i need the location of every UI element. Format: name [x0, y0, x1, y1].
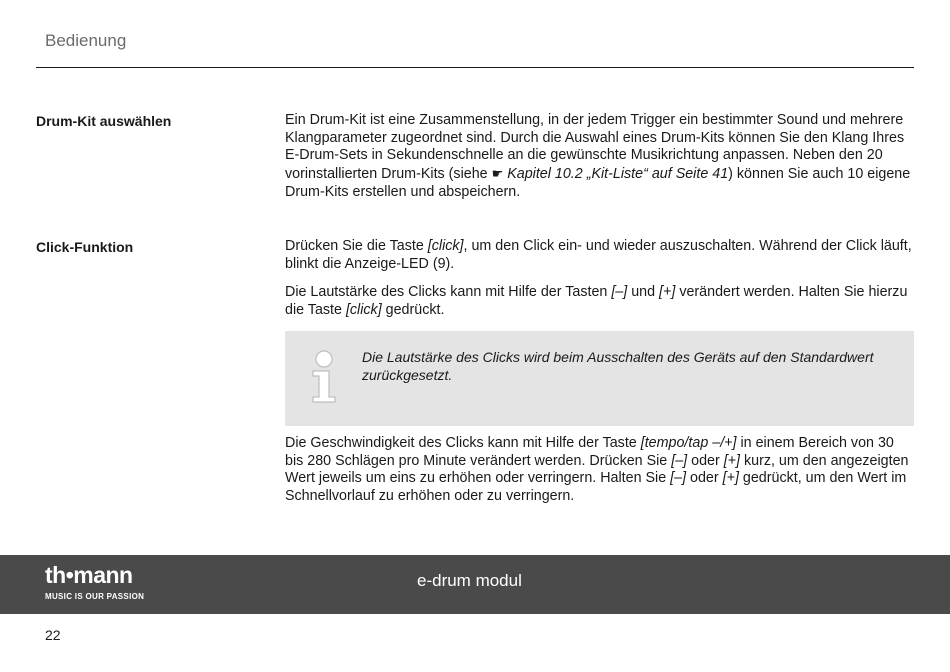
key-minus: [–] [611, 284, 628, 300]
text-span: Die Geschwindigkeit des Clicks kann mit Hilfe der Taste [285, 435, 641, 451]
text-span: oder [687, 452, 724, 469]
key-click: [click] [427, 238, 464, 254]
pointing-hand-icon: ☛ [491, 166, 504, 182]
text-span: gedrückt. [381, 301, 445, 318]
logo-tagline: MUSIC IS OUR PASSION [45, 592, 145, 601]
text-span: Drücken Sie die Taste [285, 238, 428, 254]
section-title-click: Click-Funktion [36, 239, 134, 255]
key-plus: [+] [722, 470, 739, 487]
key-tempo-tap: [tempo/tap –/+] [640, 435, 737, 451]
header-rule [36, 67, 914, 68]
key-click: [click] [345, 301, 382, 318]
click-paragraph-1 [285, 238, 915, 273]
text-span: gedrückt, um den Wert im Schnellvorlauf zu erhöhen oder zu verringern. [285, 470, 907, 505]
click-paragraph-2 [285, 284, 915, 319]
key-minus: [–] [671, 452, 688, 469]
text-span: und [627, 284, 660, 300]
chapter-reference-link[interactable]: Kapitel 10.2 „Kit-Liste“ auf Seite 41 [507, 166, 729, 183]
text-span: Ein Drum-Kit ist eine Zusammenstellung, in der jedem Trigger ein bestimmter Sound und mehrere Klangparameter zugeordnet sind. Durch die Auswahl eines Drum-Kits können Sie den Klang Ihres E-Drum-Sets in Sekundenschnelle an die gewünschte Musikrichtung anpassen. Neben den 20 vorinstallierten Drum-Kits (siehe [285, 112, 905, 183]
footer-band [0, 555, 950, 614]
note-box [285, 331, 914, 426]
header-title: Bedienung [45, 31, 127, 50]
page-number: 22 [45, 627, 61, 643]
click-paragraph-3 [285, 435, 915, 506]
text-span: kurz, um den angezeigten Wert jeweils um eins zu erhöhen oder verringern. Halten Sie [285, 452, 909, 487]
note-text: Die Lautstärke des Clicks wird beim Ausschalten des Geräts auf den Standardwert zurückgesetzt. [362, 349, 874, 383]
text-span: , um den Click ein- und wieder auszuschalten. Während der Click läuft, blinkt die Anzeige-LED (9). [285, 238, 912, 272]
thomann-logo: th•mann [45, 562, 133, 588]
text-span: in einem Bereich von 30 bis 280 Schlägen pro Minute verändert werden. Drücken Sie [285, 435, 894, 469]
text-span: Die Lautstärke des Clicks kann mit Hilfe der Tasten [285, 284, 612, 300]
text-span: ) können Sie auch 10 eigene Drum-Kits erstellen und abspeichern. [285, 166, 911, 200]
section-title-drum-kit: Drum-Kit auswählen [36, 113, 172, 129]
product-name: e-drum modul [417, 571, 522, 590]
text-span: verändert werden. Halten Sie hierzu die Taste [285, 284, 908, 318]
key-plus: [+] [723, 452, 740, 469]
text-span: oder [686, 470, 723, 487]
key-plus: [+] [659, 284, 676, 300]
info-icon [308, 349, 340, 405]
drum-kit-paragraph [285, 112, 915, 202]
key-minus: [–] [670, 470, 687, 487]
